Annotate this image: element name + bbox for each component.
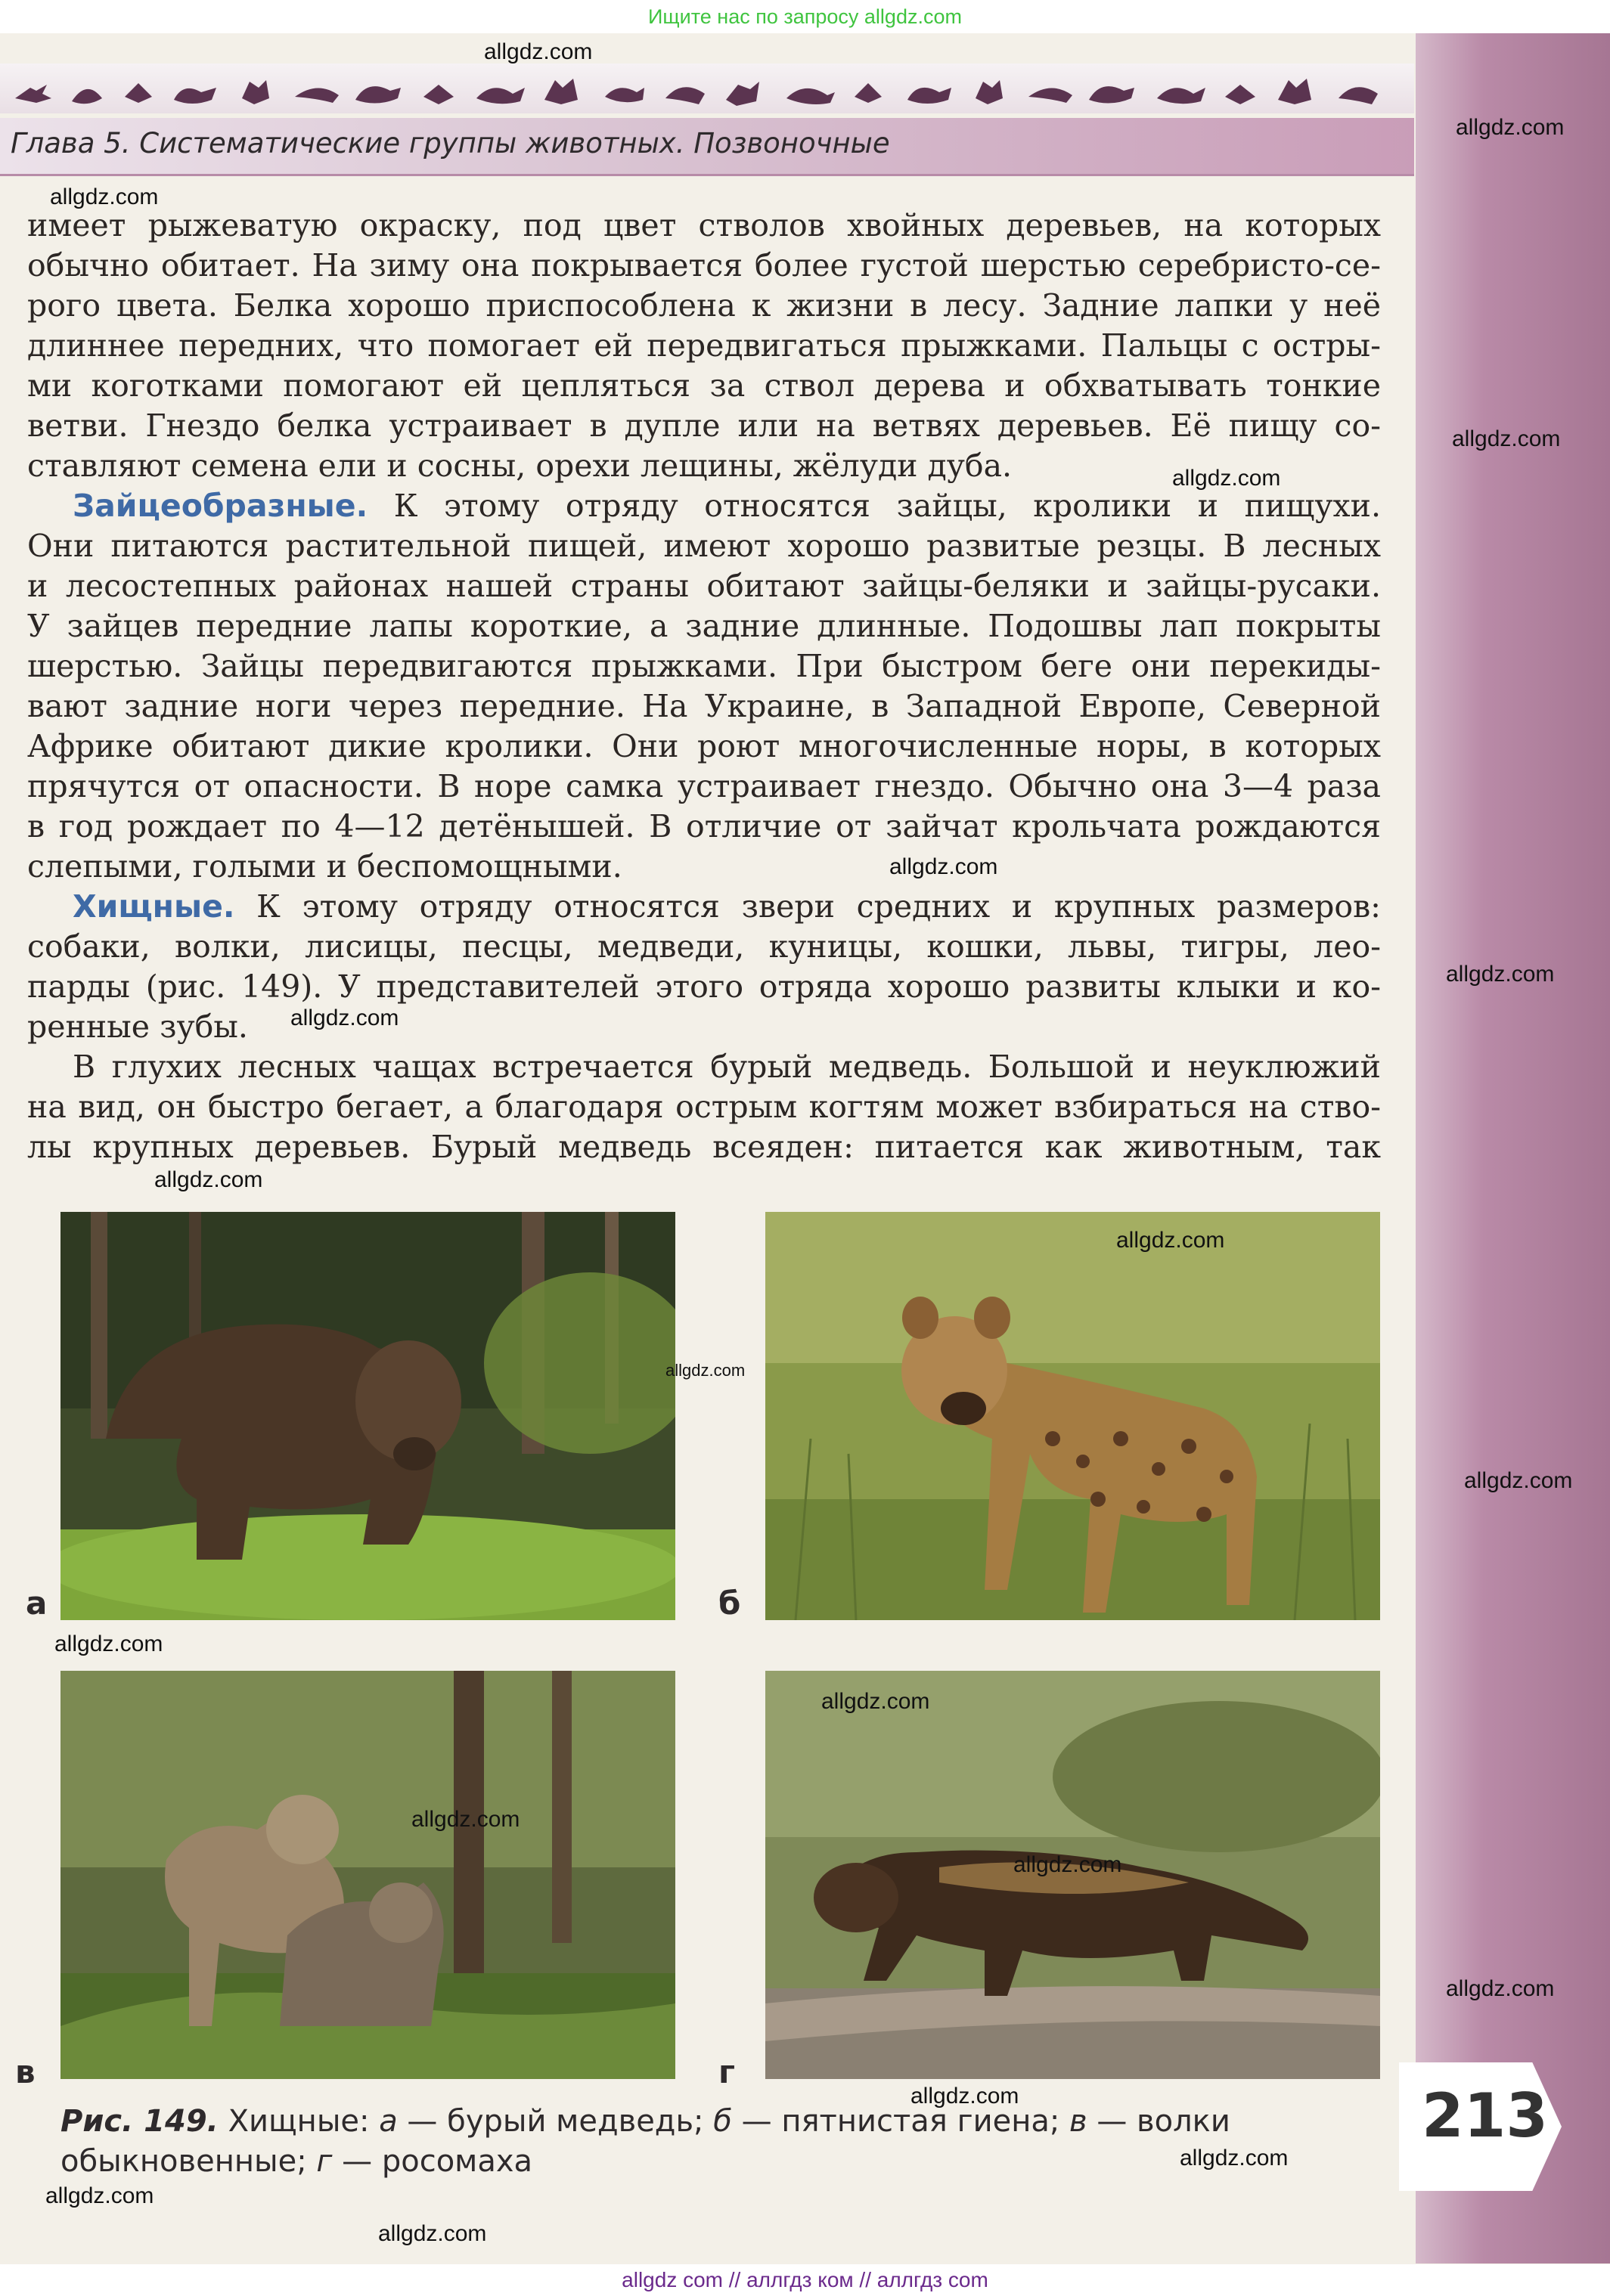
text-line: У зайцев передние лапы короткие, а задние длинные. Подошвы лап покрыты [27, 608, 1381, 644]
watermark: allgdz.com [378, 2221, 487, 2246]
caption-line-1: Рис. 149. Хищные: а — бурый медведь; б — пятнистая гиена; в — волки [60, 2104, 1230, 2139]
watermark: allgdz.com [1446, 962, 1555, 987]
photo-spotted-hyena [765, 1212, 1380, 1620]
watermark: allgdz.com [1180, 2146, 1289, 2171]
text-line: ми коготками помогают ей цепляться за ствол дерева и обхватывать тонкие [27, 367, 1381, 404]
photo-brown-bear [60, 1212, 675, 1620]
photo-gray-wolves [60, 1671, 675, 2079]
watermark: allgdz.com [889, 854, 998, 879]
figure-caption [60, 2102, 1240, 2182]
watermark: allgdz.com [484, 39, 593, 64]
text-line: вают задние ноги через передние. На Украине, в Западной Европе, Северной [27, 688, 1381, 724]
text-line: длиннее передних, что помогает ей передвигаться прыжками. Пальцы с остры- [27, 327, 1381, 364]
text-line: ренные зубы. [27, 1009, 248, 1045]
watermark: allgdz.com [665, 1361, 746, 1380]
text-line: лы крупных деревьев. Бурый медведь всеяден: питается как животным, так [27, 1129, 1381, 1165]
top-banner[interactable]: Ищите нас по запросу allgdz.com [0, 0, 1610, 33]
photo-label-v: в [15, 2053, 36, 2090]
watermark: allgdz.com [1456, 115, 1565, 140]
page-side-margin [1416, 33, 1610, 2263]
text-line: и лесостепных районах нашей страны обитают зайцы-беляки и зайцы-русаки. [27, 568, 1381, 604]
text-line: обычно обитает. На зиму она покрывается более густой шерстью серебристо-се- [27, 247, 1381, 284]
watermark: allgdz.com [910, 2084, 1019, 2109]
watermark: allgdz.com [50, 184, 159, 209]
text-line-first: Хищные. К этому отряду относятся звери средних и крупных размеров: [73, 888, 1381, 925]
photo-label-a: а [26, 1585, 48, 1622]
page-number: 213 [1422, 2081, 1548, 2151]
animal-silhouette-strip [0, 64, 1414, 113]
text-line: рого цвета. Белка хорошо приспособлена к жизни в лесу. Задние лапки у неё [27, 287, 1381, 324]
text-line: Африке обитают дикие кролики. Они роют многочисленные норы, в которых [27, 728, 1381, 764]
chapter-header-bar [0, 118, 1414, 176]
watermark: allgdz.com [45, 2183, 154, 2208]
section-heading-lagomorphs: Зайцеобразные. [73, 488, 368, 524]
text-line-first: Зайцеобразные. К этому отряду относятся зайцы, кролики и пищухи. [73, 488, 1381, 524]
text-line: В глухих лесных чащах встречается бурый медведь. Большой и неуклюжий [73, 1049, 1381, 1085]
text-line: ставляют семена ели и сосны, орехи лещины, жёлуди дуба. [27, 448, 1013, 484]
watermark: allgdz.com [1013, 1852, 1122, 1877]
text-line: шерстью. Зайцы передвигаются прыжками. При быстром беге они перекиды- [27, 648, 1381, 684]
watermark: allgdz.com [54, 1631, 163, 1656]
text-line: Они питаются растительной пищей, имеют хорошо развитые резцы. В лесных [27, 528, 1381, 564]
text-line: имеет рыжеватую окраску, под цвет стволов хвойных деревьев, на которых [27, 207, 1381, 243]
footer-watermark[interactable]: allgdz com // аллгдз ком // аллгдз com [0, 2264, 1610, 2296]
photo-label-b: б [718, 1585, 741, 1622]
watermark: allgdz.com [1464, 1468, 1573, 1493]
watermark: allgdz.com [1172, 466, 1281, 491]
watermark: allgdz.com [154, 1167, 263, 1192]
text-line: парды (рис. 149). У представителей этого отряда хорошо развиты клыки и ко- [27, 968, 1381, 1005]
text-line: на вид, он быстро бегает, а благодаря острым когтям может взбираться на ство- [27, 1089, 1381, 1125]
text-line: ветви. Гнездо белка устраивает в дупле или на ветвях деревьев. Её пищу со- [27, 407, 1381, 444]
photo-label-g: г [718, 2053, 735, 2090]
chapter-title: Глава 5. Систематические группы животных. Позвоночные [11, 127, 890, 160]
text-line: прячутся от опасности. В норе самка устраивает гнездо. Обычно она 3—4 раза [27, 768, 1381, 804]
text-line: слепыми, голыми и беспомощными. [27, 848, 622, 885]
watermark: allgdz.com [411, 1807, 520, 1832]
text-line: собаки, волки, лисицы, песцы, медведи, куницы, кошки, львы, тигры, лео- [27, 928, 1381, 965]
watermark: allgdz.com [1116, 1228, 1225, 1253]
watermark: allgdz.com [1446, 1976, 1555, 2001]
text-line: в год рождает по 4—12 детёнышей. В отличие от зайчат крольчата рождаются [27, 808, 1381, 844]
watermark: allgdz.com [1452, 426, 1561, 451]
watermark: allgdz.com [821, 1689, 930, 1714]
watermark: allgdz.com [290, 1005, 399, 1030]
caption-line-2: обыкновенные; г — росомаха [60, 2144, 533, 2179]
section-heading-carnivores: Хищные. [73, 888, 235, 925]
